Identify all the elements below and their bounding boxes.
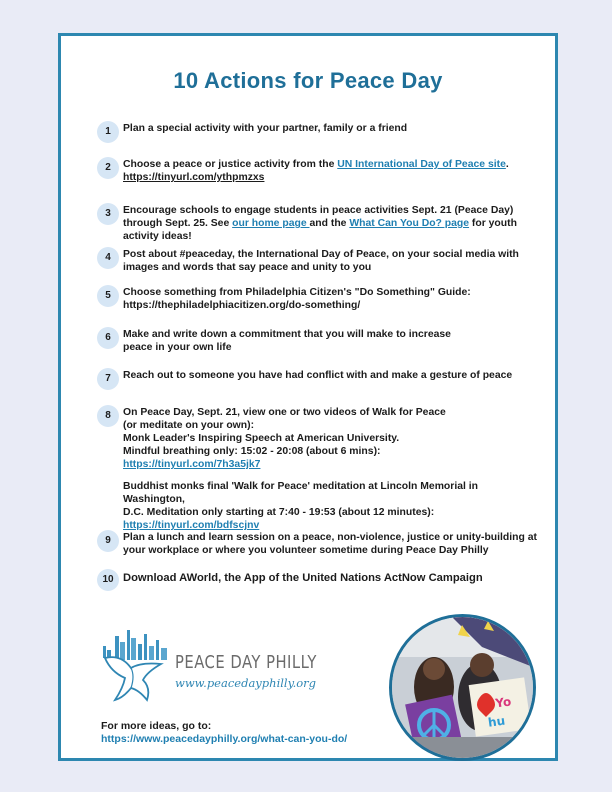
- do-something-url: https://thephiladelphiacitizen.org/do-something/: [123, 300, 361, 311]
- item-text: Plan a special activity with your partner, family or a friend: [123, 123, 408, 134]
- page-frame: [58, 33, 558, 761]
- peace-day-philly-logo: [101, 628, 323, 708]
- item-number: 1: [97, 121, 119, 143]
- item-number: 6: [97, 327, 119, 349]
- un-peace-day-link[interactable]: UN International Day of Peace site: [337, 159, 506, 170]
- item-line: Mindful breathing only: 15:02 - 20:08 (about 6 mins):: [123, 446, 381, 457]
- item-line: images and words that say peace and unity to you: [123, 262, 372, 273]
- item-line: Monk Leader's Inspiring Speech at American University.: [123, 433, 400, 444]
- what-can-you-do-link[interactable]: What Can You Do? page: [349, 218, 470, 229]
- video-link-1[interactable]: https://tinyurl.com/7h3a5jk7: [123, 459, 261, 470]
- item-text-part: Encourage schools to engage students in peace activities Sept. 21 (Peace Day) through Sept. 25. See: [123, 205, 514, 229]
- item-text-part: for youth activity ideas!: [123, 218, 517, 242]
- item-line: your workplace or where you volunteer sometime during Peace Day Philly: [123, 545, 489, 556]
- item-text: [123, 158, 541, 184]
- more-ideas-link[interactable]: https://www.peacedayphilly.org/what-can-you-do/: [101, 733, 348, 745]
- item-line: (or meditate on your own):: [123, 420, 255, 431]
- item-text-part: .: [505, 159, 509, 170]
- tinyurl-link[interactable]: https://tinyurl.com/ythpmzxs: [123, 172, 265, 183]
- item-number: 2: [97, 157, 119, 179]
- item-line: On Peace Day, Sept. 21, view one or two videos of Walk for Peace: [123, 407, 446, 418]
- item-number: 8: [97, 405, 119, 427]
- dove-skyline-icon: [101, 628, 175, 708]
- item-number: 3: [97, 203, 119, 225]
- item-number: 4: [97, 247, 119, 269]
- more-ideas-label: For more ideas, go to:: [101, 720, 212, 732]
- item-text-part: Choose a peace or justice activity from the: [123, 159, 338, 170]
- item-number: 9: [97, 530, 119, 552]
- home-page-link[interactable]: our home page: [232, 218, 310, 229]
- svg-text:hu: hu: [487, 713, 506, 730]
- item-line: Choose something from Philadelphia Citizen's "Do Something" Guide:: [123, 287, 471, 298]
- item-number: 7: [97, 368, 119, 390]
- page-title: 10 Actions for Peace Day: [173, 68, 443, 93]
- logo-name: PEACE DAY PHILLY: [175, 652, 317, 673]
- spacer: [123, 471, 541, 480]
- item-text-part: and the: [309, 218, 350, 229]
- people-with-peace-signs-photo: [389, 614, 536, 761]
- item-number: 10: [97, 569, 119, 591]
- item-number: 5: [97, 285, 119, 307]
- item-text: Download AWorld, the App of the United Nations ActNow Campaign: [123, 572, 483, 584]
- item-line: Make and write down a commitment that you will make to increase: [123, 329, 451, 340]
- item-line: peace in your own life: [123, 342, 232, 353]
- item-line: Buddhist monks final 'Walk for Peace' meditation at Lincoln Memorial in Washington,: [123, 481, 479, 505]
- item-text: [123, 286, 541, 312]
- svg-text:Yo: Yo: [494, 694, 513, 711]
- item-text: [123, 531, 541, 557]
- item-text: [123, 248, 541, 274]
- photo-illustration: [392, 617, 533, 758]
- item-text: [123, 406, 541, 532]
- logo-url[interactable]: www.peacedayphilly.org: [175, 676, 317, 690]
- item-text: [123, 204, 541, 243]
- item-line: Post about #peaceday, the International Day of Peace, on your social media with: [123, 249, 519, 260]
- item-text: Reach out to someone you have had conflict with and make a gesture of peace: [123, 370, 513, 381]
- item-line: Plan a lunch and learn session on a peace, non-violence, justice or unity-building at: [123, 532, 537, 543]
- item-line: D.C. Meditation only starting at 7:40 - 19:53 (about 12 minutes):: [123, 507, 435, 518]
- video-link-2[interactable]: https://tinyurl.com/bdfscjnv: [123, 520, 260, 531]
- item-text: [123, 328, 541, 354]
